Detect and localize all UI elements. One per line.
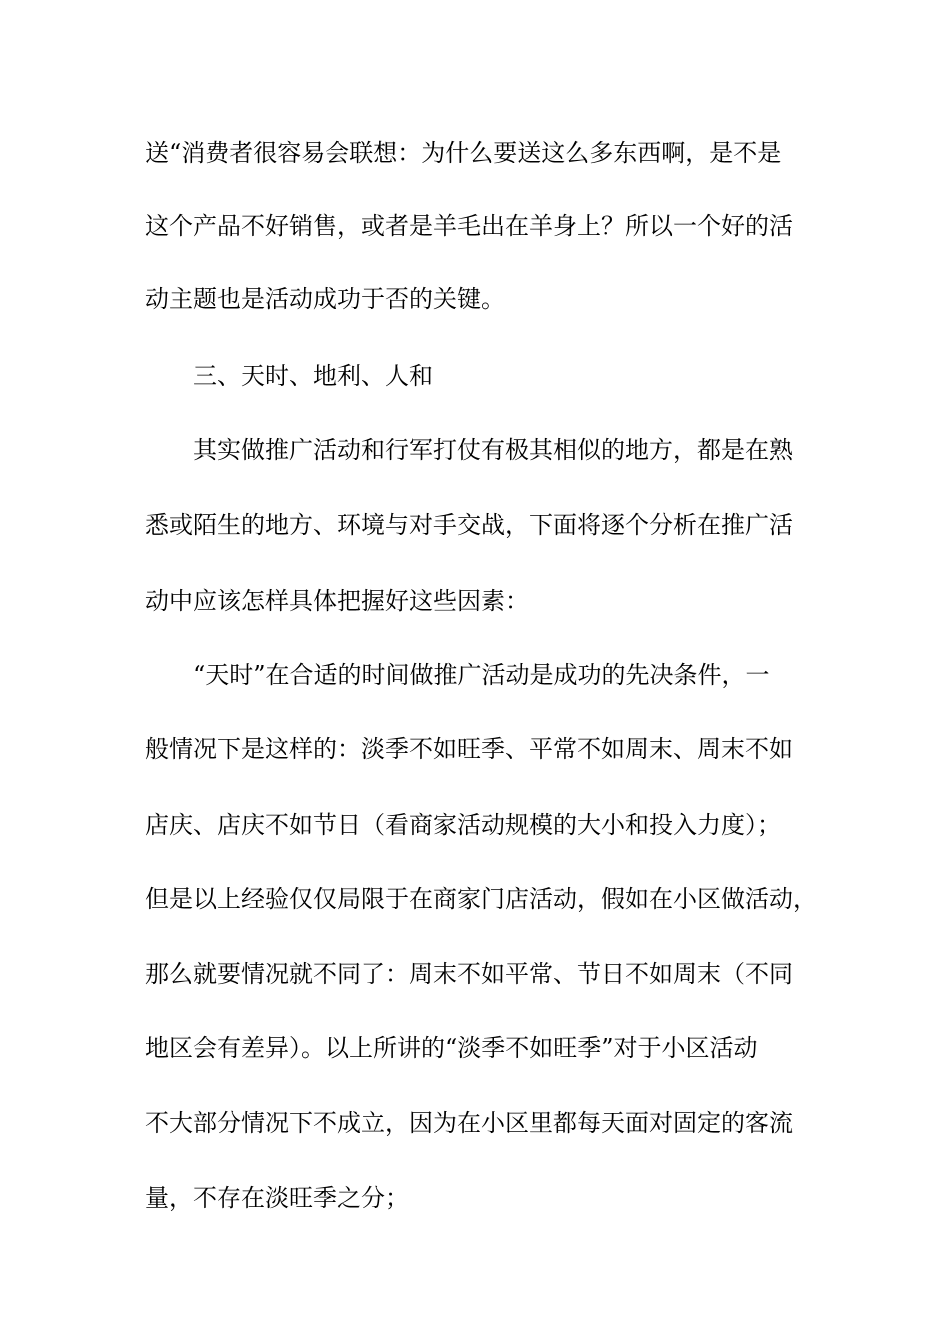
- text-line-10: 店庆、店庆不如节日（看商家活动规模的大小和投入力度）；: [145, 811, 781, 839]
- text-line-6: 悉或陌生的地方、环境与对手交战，下面将逐个分析在推广活: [145, 511, 793, 539]
- text-line-7: 动中应该怎样具体把握好这些因素：: [145, 587, 529, 615]
- text-line-14: 不大部分情况下不成立，因为在小区里都每天面对固定的客流: [145, 1109, 793, 1137]
- text-line-1: 送“消费者很容易会联想：为什么要送这么多东西啊，是不是: [145, 139, 782, 167]
- text-line-13: 地区会有差异）。以上所讲的“淡季不如旺季”对于小区活动: [145, 1034, 758, 1062]
- text-line-3: 动主题也是活动成功于否的关键。: [145, 285, 505, 313]
- section-heading: 三、天时、地利、人和: [193, 362, 433, 390]
- text-line-2: 这个产品不好销售，或者是羊毛出在羊身上？所以一个好的活: [145, 212, 793, 240]
- text-line-5: 其实做推广活动和行军打仗有极其相似的地方，都是在熟: [193, 436, 793, 464]
- text-line-9: 般情况下是这样的：淡季不如旺季、平常不如周末、周末不如: [145, 735, 793, 763]
- text-line-12: 那么就要情况就不同了：周末不如平常、节日不如周末（不同: [145, 960, 793, 988]
- text-line-11: 但是以上经验仅仅局限于在商家门店活动，假如在小区做活动，: [145, 885, 817, 913]
- text-line-8: “天时”在合适的时间做推广活动是成功的先决条件，一: [193, 661, 770, 689]
- text-line-15: 量，不存在淡旺季之分；: [145, 1184, 409, 1212]
